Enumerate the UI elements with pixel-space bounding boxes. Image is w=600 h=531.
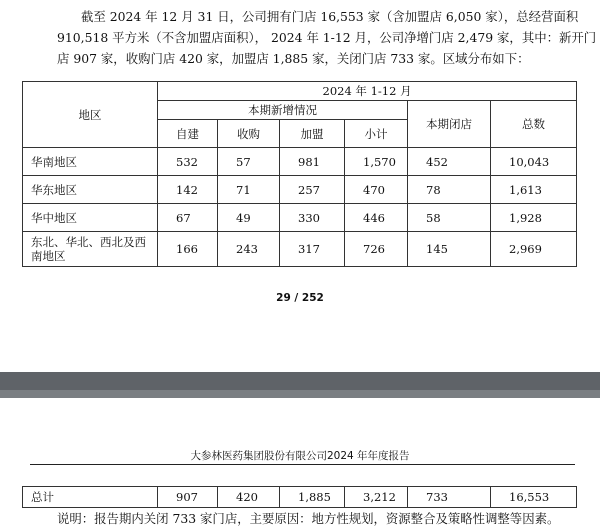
- intro-paragraph: [57, 6, 597, 69]
- intro-line-3: 店 907 家，收购门店 420 家，加盟店 1,885 家，关闭门店 733 家。区域分布如下：: [57, 51, 530, 66]
- intro-line-2: 910,518 平方米（不含加盟店面积）， 2024 年 1-12 月，公司净增门店 2,479 家，其中：新开门: [57, 30, 597, 45]
- header-period: 2024 年 1-12 月: [158, 82, 577, 101]
- row-self-built: 142: [158, 176, 218, 204]
- total-self-built: 907: [158, 487, 218, 508]
- explanation-note: 说明：报告期内关闭 733 家门店，主要原因：地方性规划，资源整合及策略性调整等因素。: [57, 511, 560, 526]
- row-total: 10,043: [491, 148, 577, 176]
- row-closed: 145: [408, 232, 491, 267]
- total-franchise: 1,885: [280, 487, 345, 508]
- header-subtotal: 小计: [345, 120, 408, 148]
- row-subtotal: 726: [345, 232, 408, 267]
- store-distribution-table: [22, 81, 577, 267]
- header-total: 总数: [491, 101, 577, 148]
- total-subtotal: 3,212: [345, 487, 408, 508]
- row-franchise: 330: [280, 204, 345, 232]
- header-region: 地区: [23, 82, 158, 148]
- total-closed: 733: [408, 487, 491, 508]
- row-total: 2,969: [491, 232, 577, 267]
- header-franchise: 加盟: [280, 120, 345, 148]
- document-page-lower: [0, 398, 600, 531]
- row-franchise: 317: [280, 232, 345, 267]
- row-self-built: 67: [158, 204, 218, 232]
- row-closed: 452: [408, 148, 491, 176]
- row-self-built: 166: [158, 232, 218, 267]
- header-self-built: 自建: [158, 120, 218, 148]
- row-region: 华东地区: [23, 176, 158, 204]
- row-total: 1,928: [491, 204, 577, 232]
- row-acquired: 71: [218, 176, 280, 204]
- table-row: [23, 176, 577, 204]
- header-closed: 本期闭店: [408, 101, 491, 148]
- report-header: 大参林医药集团股份有限公司2024 年年度报告: [190, 450, 410, 462]
- row-region: 华中地区: [23, 204, 158, 232]
- table-row: [23, 204, 577, 232]
- total-table: [22, 486, 577, 508]
- row-subtotal: 446: [345, 204, 408, 232]
- header-divider: [30, 464, 575, 465]
- table-row: [23, 232, 577, 267]
- row-total: 1,613: [491, 176, 577, 204]
- intro-line-1: 截至 2024 年 12 月 31 日，公司拥有门店 16,553 家（含加盟店 6,050 家），总经营面积: [81, 9, 579, 24]
- row-franchise: 981: [280, 148, 345, 176]
- table-row: [23, 148, 577, 176]
- row-acquired: 243: [218, 232, 280, 267]
- row-region: 东北、华北、西北及西南地区: [23, 232, 158, 267]
- total-total: 16,553: [491, 487, 577, 508]
- row-acquired: 49: [218, 204, 280, 232]
- page-number: 29 / 252: [276, 292, 324, 304]
- row-franchise: 257: [280, 176, 345, 204]
- row-self-built: 532: [158, 148, 218, 176]
- total-label: 总计: [23, 487, 158, 508]
- total-acquired: 420: [218, 487, 280, 508]
- row-region: 华南地区: [23, 148, 158, 176]
- page-separator: [0, 372, 600, 398]
- row-subtotal: 1,570: [345, 148, 408, 176]
- header-new-additions: 本期新增情况: [158, 101, 408, 120]
- row-acquired: 57: [218, 148, 280, 176]
- row-closed: 78: [408, 176, 491, 204]
- row-subtotal: 470: [345, 176, 408, 204]
- row-closed: 58: [408, 204, 491, 232]
- total-row: [23, 487, 577, 508]
- header-acquired: 收购: [218, 120, 280, 148]
